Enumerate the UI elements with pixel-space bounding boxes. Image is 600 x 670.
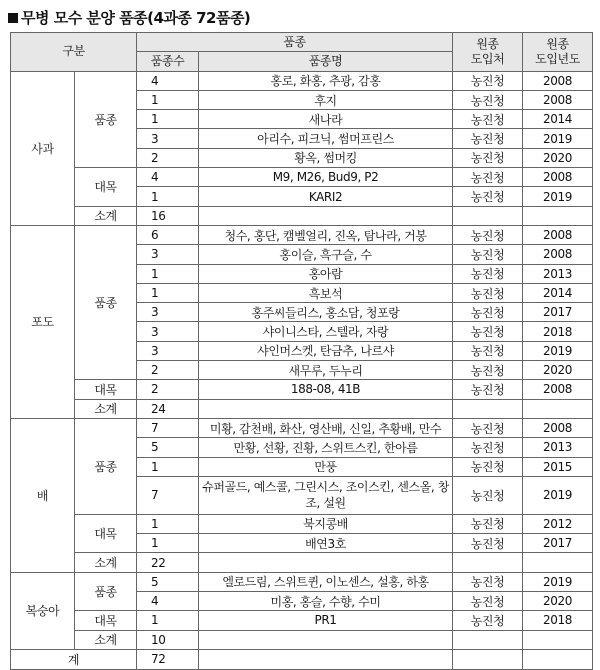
names-cell: 후지: [199, 90, 453, 109]
year-cell: 2014: [523, 110, 593, 129]
year-cell: 2008: [523, 418, 593, 437]
empty-cell: [453, 649, 523, 669]
origin-cell: 농진청: [453, 71, 523, 90]
year-cell: 2008: [523, 71, 593, 90]
year-cell: 2018: [523, 322, 593, 341]
year-cell: 2018: [523, 611, 593, 630]
origin-cell: 농진청: [453, 514, 523, 533]
subgroup-rootstock: 대목: [75, 168, 137, 207]
page-title: 무병 모수 분양 품종(4과종 72품종): [8, 6, 250, 30]
origin-cell: 농진청: [453, 303, 523, 322]
subgroup-rootstock: 대목: [75, 380, 137, 399]
header-row: [11, 33, 593, 52]
count-cell: 1: [137, 283, 199, 302]
origin-cell: 농진청: [453, 322, 523, 341]
count-cell: 1: [137, 457, 199, 476]
subtotal-count: 24: [137, 399, 199, 418]
table-row: [11, 168, 593, 187]
origin-cell: 농진청: [453, 187, 523, 206]
year-cell: 2008: [523, 380, 593, 399]
group-peach: 복숭아: [11, 572, 75, 649]
count-cell: 3: [137, 245, 199, 264]
names-cell: 흑보석: [199, 283, 453, 302]
subtotal-count: 16: [137, 206, 199, 225]
count-cell: 1: [137, 611, 199, 630]
subtotal-count: 22: [137, 553, 199, 572]
names-cell: KARI2: [199, 187, 453, 206]
year-cell: 2008: [523, 225, 593, 244]
header-origin: 원종 도입처: [453, 33, 523, 72]
empty-cell: [199, 399, 453, 418]
names-cell: 샤인머스켓, 탄금추, 나르샤: [199, 341, 453, 360]
year-cell: 2020: [523, 361, 593, 380]
names-cell: 미황, 감천배, 화산, 영산배, 신일, 추황배, 만수: [199, 418, 453, 437]
count-cell: 6: [137, 225, 199, 244]
subgroup-variety: 품종: [75, 71, 137, 167]
table-row: [11, 611, 593, 630]
names-cell: 북지콩배: [199, 514, 453, 533]
year-cell: 2017: [523, 534, 593, 553]
names-cell: 미홍, 홍슬, 수향, 수미: [199, 592, 453, 611]
subtotal-label: 소계: [75, 630, 137, 649]
names-cell: 홍주씨들리스, 홍소담, 청포랑: [199, 303, 453, 322]
header-year: 원종 도입년도: [523, 33, 593, 72]
count-cell: 5: [137, 438, 199, 457]
year-cell: 2019: [523, 572, 593, 591]
group-pear: 배: [11, 418, 75, 572]
table-row: [11, 418, 593, 437]
table-row: [11, 514, 593, 533]
origin-cell: 농진청: [453, 168, 523, 187]
year-cell: 2019: [523, 341, 593, 360]
year-cell: 2017: [523, 303, 593, 322]
count-cell: 7: [137, 476, 199, 514]
origin-cell: 농진청: [453, 245, 523, 264]
empty-cell: [523, 399, 593, 418]
origin-cell: 농진청: [453, 611, 523, 630]
names-cell: 엘로드림, 스위트퀸, 이노센스, 설홍, 하홍: [199, 572, 453, 591]
empty-cell: [453, 553, 523, 572]
subgroup-variety: 품종: [75, 225, 137, 379]
origin-cell: 농진청: [453, 90, 523, 109]
count-cell: 1: [137, 187, 199, 206]
origin-cell: 농진청: [453, 361, 523, 380]
names-cell: 새나라: [199, 110, 453, 129]
year-cell: 2008: [523, 90, 593, 109]
header-variety-name: 품종명: [199, 52, 453, 71]
header-variety: 품종: [137, 33, 453, 52]
group-grape: 포도: [11, 225, 75, 418]
year-cell: 2020: [523, 592, 593, 611]
names-cell: PR1: [199, 611, 453, 630]
subtotal-row: [11, 206, 593, 225]
year-cell: 2012: [523, 514, 593, 533]
names-cell: 황옥, 썸머킹: [199, 148, 453, 167]
subtotal-count: 10: [137, 630, 199, 649]
count-cell: 1: [137, 90, 199, 109]
count-cell: 3: [137, 303, 199, 322]
year-cell: 2014: [523, 283, 593, 302]
count-cell: 3: [137, 129, 199, 148]
names-cell: 슈퍼골드, 예스콜, 그린시스, 조이스킨, 센스올, 창조, 설원: [199, 476, 453, 514]
count-cell: 1: [137, 514, 199, 533]
year-cell: 2020: [523, 148, 593, 167]
header-category: 구분: [11, 33, 137, 72]
table-row: [11, 380, 593, 399]
year-cell: 2019: [523, 476, 593, 514]
subtotal-label: 소계: [75, 553, 137, 572]
origin-cell: 농진청: [453, 283, 523, 302]
names-cell: 아리수, 피크닉, 썸머프린스: [199, 129, 453, 148]
names-cell: 배연3호: [199, 534, 453, 553]
empty-cell: [199, 649, 453, 669]
origin-cell: 농진청: [453, 225, 523, 244]
names-cell: M9, M26, Bud9, P2: [199, 168, 453, 187]
total-row: [11, 649, 593, 669]
count-cell: 3: [137, 341, 199, 360]
names-cell: 홍로, 화홍, 추광, 감홍: [199, 71, 453, 90]
count-cell: 4: [137, 168, 199, 187]
names-cell: 샤이니스타, 스텔라, 자랑: [199, 322, 453, 341]
year-cell: 2008: [523, 245, 593, 264]
origin-cell: 농진청: [453, 418, 523, 437]
year-cell: 2013: [523, 438, 593, 457]
subgroup-rootstock: 대목: [75, 514, 137, 553]
origin-cell: 농진청: [453, 380, 523, 399]
subtotal-label: 소계: [75, 206, 137, 225]
origin-cell: 농진청: [453, 592, 523, 611]
origin-cell: 농진청: [453, 148, 523, 167]
origin-cell: 농진청: [453, 438, 523, 457]
names-cell: 188-08, 41B: [199, 380, 453, 399]
origin-cell: 농진청: [453, 572, 523, 591]
count-cell: 5: [137, 572, 199, 591]
variety-table: [10, 32, 593, 670]
names-cell: 청수, 홍단, 캠벨얼리, 진옥, 탐나라, 거봉: [199, 225, 453, 244]
subgroup-rootstock: 대목: [75, 611, 137, 630]
year-cell: 2019: [523, 129, 593, 148]
names-cell: 만풍: [199, 457, 453, 476]
subtotal-label: 소계: [75, 399, 137, 418]
year-cell: 2019: [523, 187, 593, 206]
origin-cell: 농진청: [453, 534, 523, 553]
count-cell: 1: [137, 110, 199, 129]
table-row: [11, 71, 593, 90]
count-cell: 7: [137, 418, 199, 437]
origin-cell: 농진청: [453, 110, 523, 129]
origin-cell: 농진청: [453, 341, 523, 360]
names-cell: 홍이슬, 흑구슬, 수: [199, 245, 453, 264]
origin-cell: 농진청: [453, 457, 523, 476]
names-cell: 만황, 선황, 진황, 스위트스킨, 한아름: [199, 438, 453, 457]
subtotal-row: [11, 553, 593, 572]
total-count: 72: [137, 649, 199, 669]
empty-cell: [453, 399, 523, 418]
square-bullet-icon: [8, 13, 18, 23]
names-cell: 홍아람: [199, 264, 453, 283]
count-cell: 2: [137, 361, 199, 380]
year-cell: 2008: [523, 168, 593, 187]
empty-cell: [523, 649, 593, 669]
count-cell: 2: [137, 148, 199, 167]
count-cell: 4: [137, 71, 199, 90]
table-row: [11, 225, 593, 244]
year-cell: 2015: [523, 457, 593, 476]
origin-cell: 농진청: [453, 129, 523, 148]
origin-cell: 농진청: [453, 476, 523, 514]
empty-cell: [523, 553, 593, 572]
table-row: [11, 572, 593, 591]
subgroup-variety: 품종: [75, 418, 137, 514]
count-cell: 3: [137, 322, 199, 341]
empty-cell: [453, 206, 523, 225]
total-label: 계: [11, 649, 137, 669]
empty-cell: [199, 553, 453, 572]
subgroup-variety: 품종: [75, 572, 137, 611]
header-variety-count: 품종수: [137, 52, 199, 71]
year-cell: 2013: [523, 264, 593, 283]
names-cell: 새무루, 두누리: [199, 361, 453, 380]
empty-cell: [523, 206, 593, 225]
origin-cell: 농진청: [453, 264, 523, 283]
empty-cell: [199, 206, 453, 225]
group-apple: 사과: [11, 71, 75, 225]
count-cell: 1: [137, 534, 199, 553]
count-cell: 4: [137, 592, 199, 611]
count-cell: 2: [137, 380, 199, 399]
subtotal-row: [11, 399, 593, 418]
count-cell: 1: [137, 264, 199, 283]
